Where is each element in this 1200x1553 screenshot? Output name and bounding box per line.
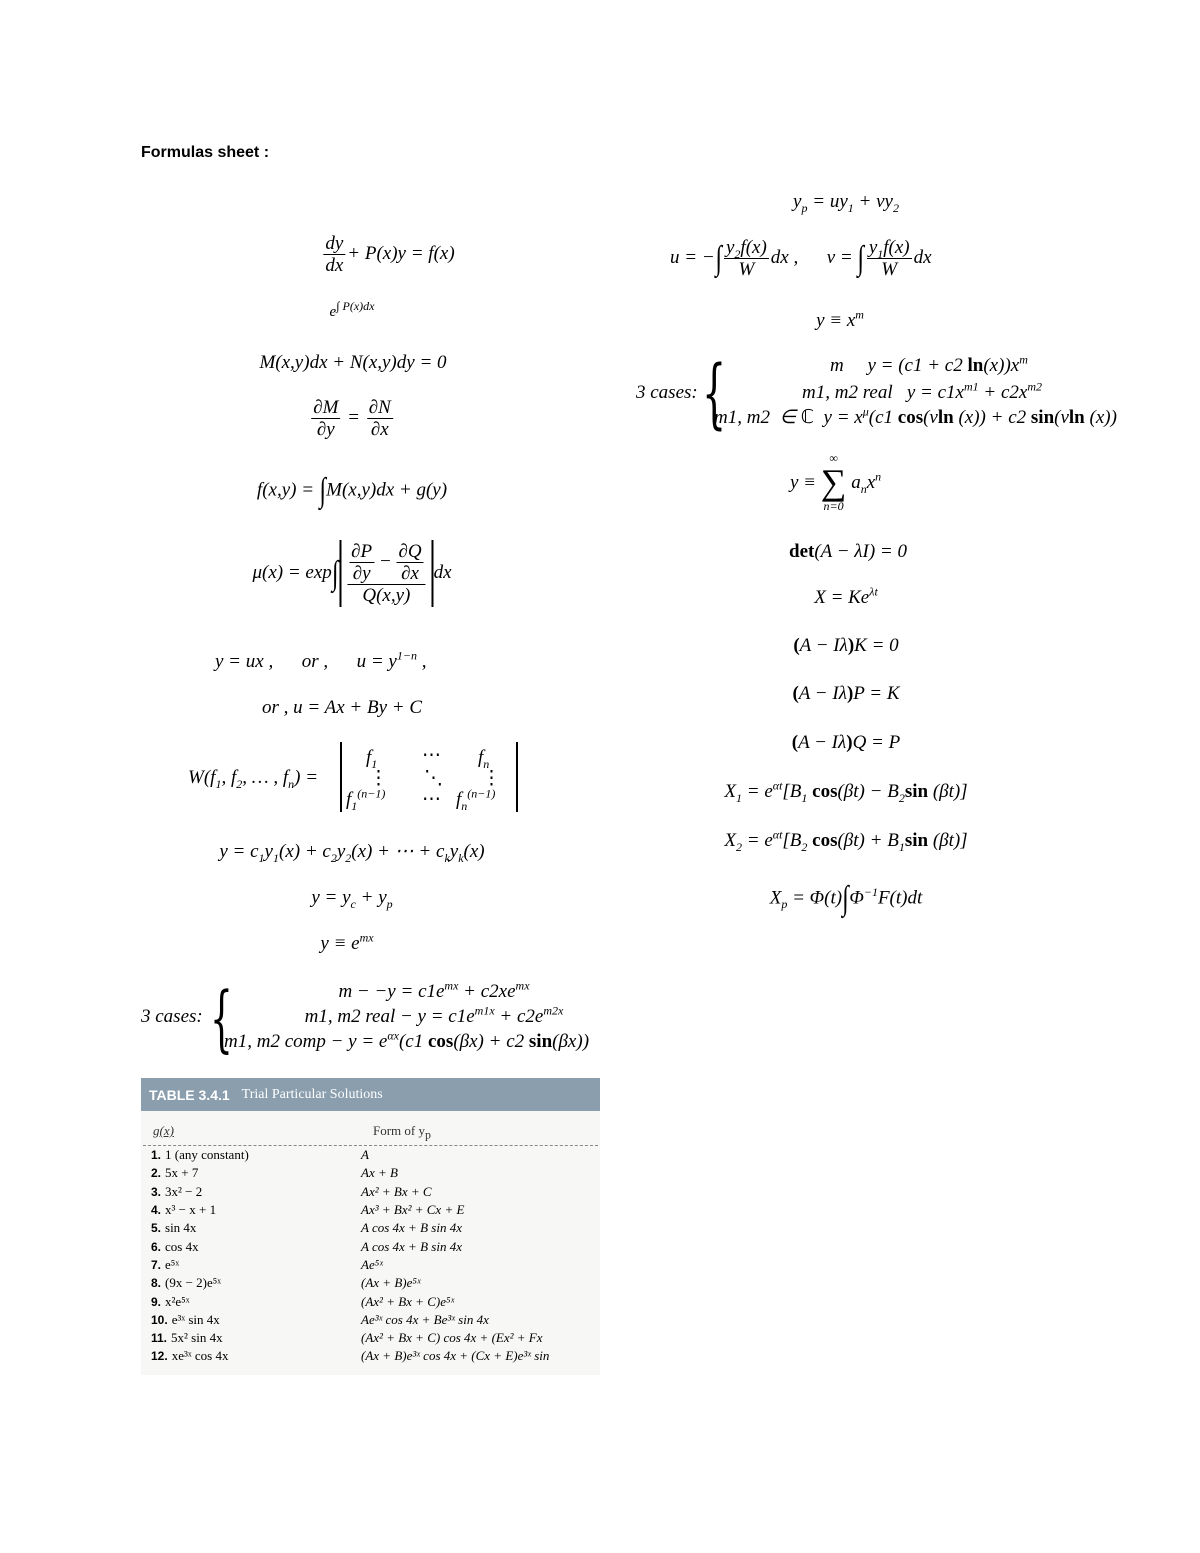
u-v-formula: u = −∫ $\frac{y_2f(x)}{W}$ dx , v = ∫ $\frac{y_1f(x)}{W}$ dx [670, 237, 932, 280]
row-g: 11. 5x² sin 4x [151, 1330, 223, 1346]
eigenvector-equation-formula: (A − Iλ)K = 0 [793, 635, 899, 656]
wronskian-matrix: $f_1$ ⋯ $f_n$ ⋮ ⋱ ⋮ $f_1^{(n-1)}$ ⋯ $f_n^{(n-1)}$ [340, 742, 518, 812]
complex-solution-x2-formula: $X_2 = e^{\alpha t}[B_2$ $\cos(\beta t) + B_1\sin$ (βt)] [724, 827, 968, 854]
complementary-particular-formula: $y = y_c + y_p$ [311, 887, 393, 911]
case-complex-roots-right: m1, m2 ∈ ℂ $y = x^\mu(c1$ cos(vln (x)) + c2 sin(vln (x)) [714, 404, 1117, 428]
table-caption: Trial Particular Solutions [241, 1086, 383, 1102]
complex-solution-x1-formula: $X_1 = e^{\alpha t}[B_1$ $\cos(\beta t) - B_2\sin$ (βt)] [724, 778, 968, 805]
table-row [141, 1274, 600, 1292]
row-form: Ax³ + Bx² + Cx + E [361, 1202, 465, 1218]
wronskian-formula: $W(f_1$, $f_2$, … , $f_n$) = [188, 767, 319, 791]
exactness-condition-formula: $\frac{\partial M}{\partial y}$ = $\frac{\partial N}{\partial x}$ [313, 397, 391, 440]
table-row [141, 1256, 600, 1274]
linear-ode-formula: $\frac{dy}{dx}$ + P(x)y = f(x) [325, 233, 455, 276]
table-header [141, 1078, 600, 1111]
variation-of-parameters-system-formula: $X_p = \Phi(t)\int\Phi^{-1}F(t)dt$ [769, 880, 923, 917]
row-form: (Ax + B)e⁵ˣ [361, 1275, 421, 1291]
exponential-trial-formula: $y \equiv e^{mx}$ [320, 930, 374, 954]
euler-trial-formula: $y \equiv x^m$ [816, 307, 864, 331]
integrating-factor-mu-formula: μ(x) = exp∫ $\frac{\partial P}{\partial y}$ − $\frac{\partial Q}{\partial x}$ Q(x,y) dx [252, 541, 452, 606]
eigen-solution-formula: $X = Ke^{\lambda t}$ [814, 584, 878, 608]
potential-function-formula: f(x,y) = ∫M(x,y)dx + g(y) [256, 472, 448, 509]
case-complex-roots-left: m1, m2 comp − $y = e^{\alpha x}(c1$ cos(βx) + c2 sin(βx)) [224, 1028, 590, 1052]
case-repeated-root-left: $m - -y = c1e^{mx} + c2xe^{mx}$ [338, 978, 530, 1002]
row-form: Ax² + Bx + C [361, 1183, 432, 1199]
row-g: 7. e⁵ˣ [151, 1256, 180, 1272]
table-row [141, 1201, 600, 1219]
generalized-eigenvector-q-formula: (A − Iλ)Q = P [791, 732, 901, 753]
table-row [141, 1347, 600, 1365]
table-row [141, 1164, 600, 1182]
table-number: TABLE 3.4.1 [149, 1086, 230, 1103]
row-form: A cos 4x + B sin 4x [361, 1220, 462, 1236]
integrating-factor-formula: $e^{\int P(x)dx}$ [329, 299, 375, 320]
column-header-form: Form of $y_p$ [373, 1123, 431, 1142]
page-title: Formulas sheet : [141, 144, 270, 161]
row-g: 1. 1 (any constant) [151, 1147, 249, 1163]
row-form: (Ax + B)e³ˣ cos 4x + (Cx + E)e³ˣ sin [361, 1348, 550, 1364]
linear-substitution-formula: or , u = Ax + By + C [262, 697, 423, 718]
row-g: 2. 5x + 7 [151, 1165, 199, 1181]
case-real-roots-left: m1, m2 real − $y = c1e^{m1x} + c2e^{m2x}$ [304, 1003, 564, 1027]
row-form: A cos 4x + B sin 4x [361, 1238, 462, 1254]
row-form: Ax + B [361, 1165, 398, 1181]
table-row [141, 1146, 600, 1164]
trial-solutions-table [141, 1078, 600, 1375]
column-header-g: g(x) [153, 1123, 174, 1138]
row-g: 6. cos 4x [151, 1238, 199, 1254]
variation-of-parameters-formula: $y_p = uy_1 + vy_2$ [793, 191, 899, 215]
table-row [141, 1237, 600, 1255]
cases-brace-left: { [210, 976, 233, 1060]
general-solution-formula: $y = c_1y_1(x) + c_2y_2(x)$ + ⋯ + $c_ky_k(x)$ [219, 841, 485, 865]
row-g: 5. sin 4x [151, 1220, 197, 1236]
row-form: (Ax² + Bx + C) cos 4x + (Ex² + Fx [361, 1330, 543, 1346]
table-row [141, 1329, 600, 1347]
row-form: A [361, 1147, 369, 1163]
row-g: 10. e³ˣ sin 4x [151, 1311, 220, 1327]
row-form: Ae⁵ˣ [361, 1256, 383, 1272]
row-form: (Ax² + Bx + C)e⁵ˣ [361, 1293, 455, 1309]
table-column-headers [143, 1111, 598, 1146]
cases-brace-right: { [702, 348, 727, 437]
generalized-eigenvector-p-formula: (A − Iλ)P = K [792, 683, 900, 704]
table-row [141, 1292, 600, 1310]
row-g: 3. 3x² − 2 [151, 1183, 203, 1199]
three-cases-label-right: 3 cases: [636, 382, 698, 403]
table-body [141, 1146, 600, 1366]
case-repeated-root-right: m y = (c1 + c2 $\ln(x))x^m$ [830, 352, 1028, 376]
row-g: 8. (9x − 2)e⁵ˣ [151, 1275, 222, 1291]
table-row [141, 1219, 600, 1237]
substitution-formula: y = ux , or , $u = y^{1-n}$ , [215, 648, 427, 672]
table-row [141, 1311, 600, 1329]
characteristic-equation-formula: det(A − λI) = 0 [789, 541, 907, 562]
row-g: 9. x²e⁵ˣ [151, 1293, 190, 1309]
power-series-formula: y ≡ ∞ ∑ n=0 $a_nx^n$ [790, 451, 882, 513]
exact-equation-formula: M(x,y)dx + N(x,y)dy = 0 [259, 352, 447, 373]
table-row [141, 1183, 600, 1201]
row-form: Ae³ˣ cos 4x + Be³ˣ sin 4x [361, 1311, 489, 1327]
row-g: 4. x³ − x + 1 [151, 1202, 217, 1218]
row-g: 12. xe³ˣ cos 4x [151, 1348, 229, 1364]
three-cases-label-left: 3 cases: [141, 1006, 203, 1027]
case-real-roots-right: m1, m2 real $y = c1x^{m1} + c2x^{m2}$ [802, 379, 1042, 403]
